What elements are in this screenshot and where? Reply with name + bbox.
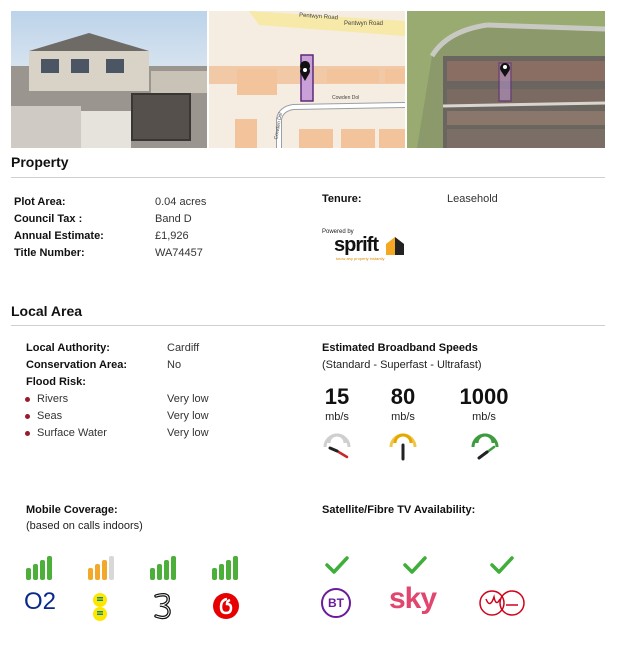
- broadband-unit-standard: mb/s: [325, 411, 349, 423]
- divider: [11, 325, 605, 326]
- broadband-title: Estimated Broadband Speeds: [322, 342, 478, 354]
- o2-logo-text: O2: [24, 588, 57, 615]
- broadband-unit-superfast: mb/s: [391, 411, 415, 423]
- signal-bars-three: [150, 556, 176, 580]
- council-tax-value: Band D: [155, 213, 192, 225]
- signal-bars-ee: [88, 556, 114, 580]
- broadband-speed-ultrafast: 1000: [459, 384, 509, 409]
- sky-logo-text: sky: [389, 582, 437, 615]
- conservation-area-value: No: [167, 359, 182, 371]
- conservation-area-label: Conservation Area:: [26, 359, 128, 371]
- local-authority-value: Cardiff: [167, 342, 200, 354]
- flood-surface-water-value: Very low: [167, 427, 209, 439]
- signal-bars-o2: [26, 556, 52, 580]
- flood-seas-value: Very low: [167, 410, 209, 422]
- council-tax-label: Council Tax :: [14, 213, 83, 225]
- sprift-house-icon: [384, 235, 406, 257]
- broadband-speed-superfast: 80: [390, 384, 416, 409]
- flood-rivers-label: Rivers: [37, 393, 69, 405]
- flood-surface-water-label: Surface Water: [37, 427, 107, 439]
- plot-area-label: Plot Area:: [14, 196, 66, 208]
- map-road-label-cowden-1: Cowden Dol: [332, 95, 360, 101]
- map-road-label-pentwyn-1: Pentwyn Road: [298, 12, 339, 22]
- section-heading-local-area: Local Area: [11, 303, 83, 319]
- street-map: [209, 11, 405, 148]
- check-icon: [325, 556, 349, 574]
- bullet-icon: [25, 397, 30, 402]
- vodafone-logo: [212, 592, 240, 620]
- sky-logo: [389, 582, 436, 618]
- speedometer-low-icon: [322, 433, 352, 461]
- sprift-logo: [322, 229, 412, 263]
- o2-logo: [24, 590, 56, 620]
- sprift-tagline: know any property instantly: [336, 256, 385, 261]
- mobile-coverage-subtitle: (based on calls indoors): [26, 520, 143, 532]
- three-logo: [152, 592, 174, 620]
- street-view-photo: [11, 11, 207, 148]
- speedometer-high-icon: [470, 433, 500, 461]
- bullet-icon: [25, 414, 30, 419]
- annual-estimate-value: £1,926: [155, 230, 189, 242]
- check-icon: [403, 556, 427, 574]
- powered-by-text: Powered by: [322, 229, 354, 235]
- flood-risk-label: Flood Risk:: [26, 376, 86, 388]
- broadband-subtitle: (Standard - Superfast - Ultrafast): [322, 359, 482, 371]
- bt-logo: [321, 588, 351, 618]
- broadband-unit-ultrafast: mb/s: [472, 411, 496, 423]
- bullet-icon: [25, 431, 30, 436]
- signal-bars-vodafone: [212, 556, 238, 580]
- local-authority-label: Local Authority:: [26, 342, 110, 354]
- title-number-label: Title Number:: [14, 247, 85, 259]
- title-number-value: WA74457: [155, 247, 203, 259]
- bt-logo-text: BT: [328, 596, 344, 610]
- plot-area-value: 0.04 acres: [155, 196, 207, 208]
- divider: [11, 177, 605, 178]
- broadband-speed-standard: 15: [324, 384, 350, 409]
- map-road-label-pentwyn-2: Pentwyn Road: [344, 21, 384, 27]
- ee-logo: [92, 592, 108, 622]
- section-heading-property: Property: [11, 154, 69, 170]
- tv-availability-title: Satellite/Fibre TV Availability:: [322, 504, 476, 516]
- flood-rivers-value: Very low: [167, 393, 209, 405]
- tenure-value: Leasehold: [447, 193, 498, 205]
- mobile-coverage-title: Mobile Coverage:: [26, 504, 118, 516]
- flood-seas-label: Seas: [37, 410, 63, 422]
- map-road-label-cowden-2: Cowden Dol: [273, 112, 284, 140]
- sprift-wordmark: sprift: [334, 234, 378, 256]
- annual-estimate-label: Annual Estimate:: [14, 230, 104, 242]
- speedometer-medium-icon: [388, 433, 418, 461]
- check-icon: [490, 556, 514, 574]
- tenure-label: Tenure:: [322, 193, 362, 205]
- satellite-map: [407, 11, 605, 148]
- virgin-media-logo: [478, 587, 526, 619]
